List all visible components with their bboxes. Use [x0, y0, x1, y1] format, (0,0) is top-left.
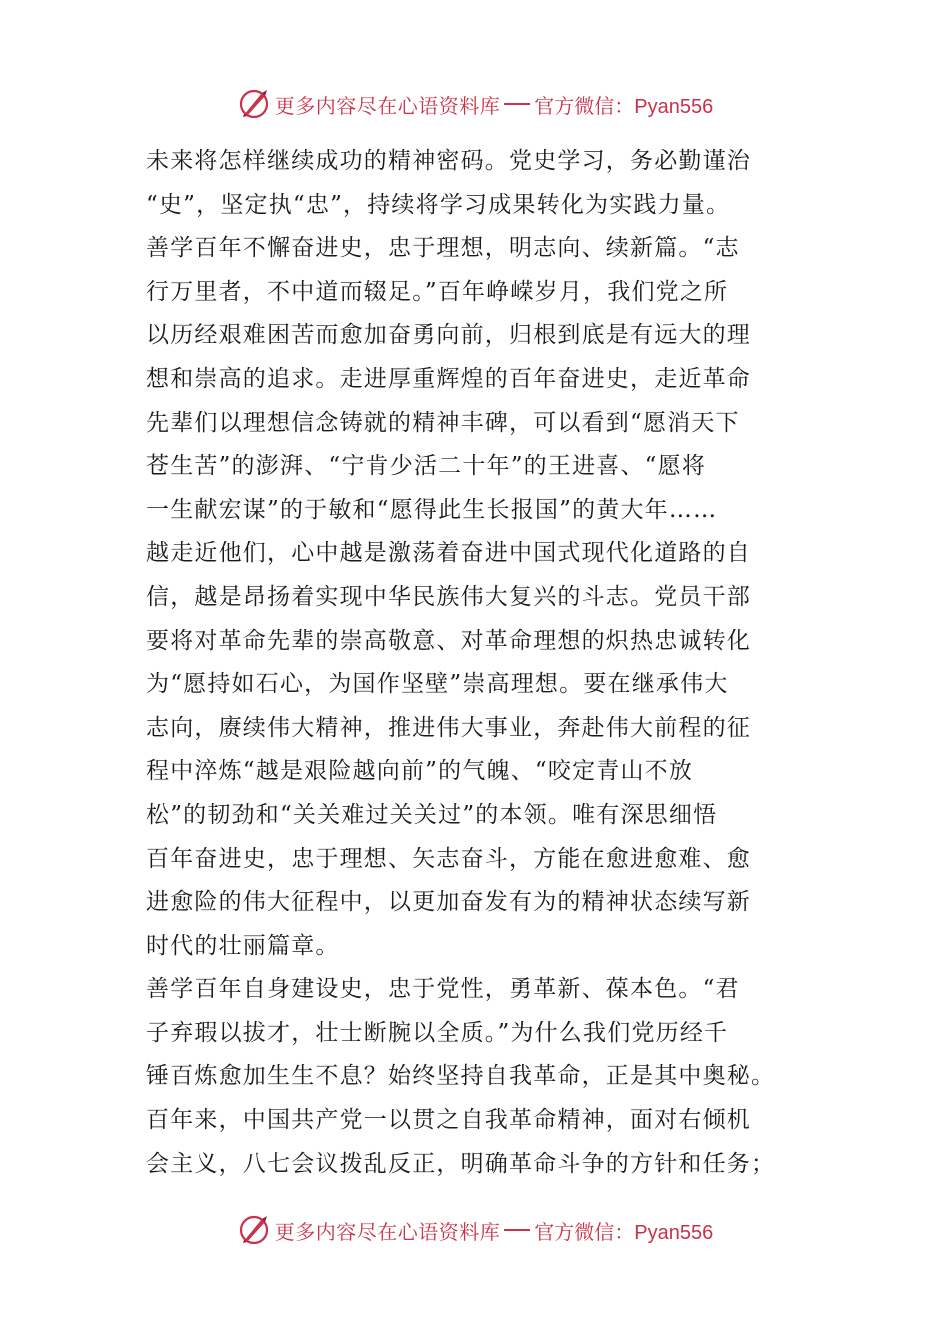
body-line: 程中淬炼“越是艰险越向前”的气魄、“咬定青山不放 — [146, 758, 694, 785]
body-line: 苍生苦”的澎湃、“宁肯少活二十年”的王进喜、“愿将 — [146, 453, 707, 480]
body-line: 先辈们以理想信念铸就的精神丰碑，可以看到“愿消天下 — [146, 409, 740, 436]
wechat-text: 官方微信：Pyan556 — [534, 95, 714, 118]
body-line: 会主义，八七会议拨乱反正，明确革命斗争的方针和任务； — [146, 1150, 776, 1177]
brand-text: 更多内容尽在心语资料库 — [274, 1219, 501, 1244]
body-line: 善学百年自身建设史，忠于党性，勇革新、葆本色。“君 — [146, 976, 740, 1003]
body-line: 时代的壮丽篇章。 — [146, 932, 340, 959]
quill-pen-logo-icon — [237, 1213, 271, 1247]
body-line: 以历经艰难困苦而愈加奋勇向前，归根到底是有远大的理 — [146, 322, 751, 349]
body-line: 想和崇高的追求。走进厚重辉煌的百年奋进史，走近革命 — [146, 365, 751, 392]
body-line: 锤百炼愈加生生不息？始终坚持自我革命，正是其中奥秘。 — [146, 1063, 776, 1090]
body-line: 进愈险的伟大征程中，以更加奋发有为的精神状态续写新 — [146, 889, 751, 916]
body-line: 百年来，中国共产党一以贯之自我革命精神，面对右倾机 — [146, 1107, 751, 1134]
separator-line — [504, 103, 530, 105]
footer-banner — [0, 1212, 950, 1248]
body-line: 行万里者，不中道而辍足。”百年峥嵘岁月，我们党之所 — [146, 278, 729, 305]
body-line: 一生献宏谋”的于敏和“愿得此生长报国”的黄大年…… — [146, 496, 718, 523]
separator-line — [504, 1229, 530, 1231]
body-line: 越走近他们，心中越是激荡着奋进中国式现代化道路的自 — [146, 540, 751, 567]
wechat-text: 官方微信：Pyan556 — [534, 1221, 714, 1244]
header-banner — [0, 86, 950, 122]
brand-text: 更多内容尽在心语资料库 — [274, 93, 501, 118]
body-line: 善学百年不懈奋进史，忠于理想，明志向、续新篇。“志 — [146, 235, 740, 262]
body-line: 松”的韧劲和“关关难过关关过”的本领。唯有深思细悟 — [146, 801, 718, 828]
quill-pen-logo-icon — [237, 87, 271, 121]
body-line: “史”，坚定执“忠”，持续将学习成果转化为实践力量。 — [146, 191, 731, 218]
body-line: 子弃瑕以拔才，壮士断腕以全质。”为什么我们党历经千 — [146, 1019, 729, 1046]
document-body — [146, 140, 806, 1186]
body-line: 为“愿持如石心，为国作坚壁”崇高理想。要在继承伟大 — [146, 671, 729, 698]
body-line: 百年奋进史，忠于理想、矢志奋斗，方能在愈进愈难、愈 — [146, 845, 751, 872]
body-line: 信，越是昂扬着实现中华民族伟大复兴的斗志。党员干部 — [146, 583, 751, 610]
body-line: 要将对革命先辈的崇高敬意、对革命理想的炽热忠诚转化 — [146, 627, 751, 654]
body-line: 未来将怎样继续成功的精神密码。党史学习，务必勤谨治 — [146, 148, 751, 174]
body-line: 志向，赓续伟大精神，推进伟大事业，奔赴伟大前程的征 — [146, 714, 751, 741]
